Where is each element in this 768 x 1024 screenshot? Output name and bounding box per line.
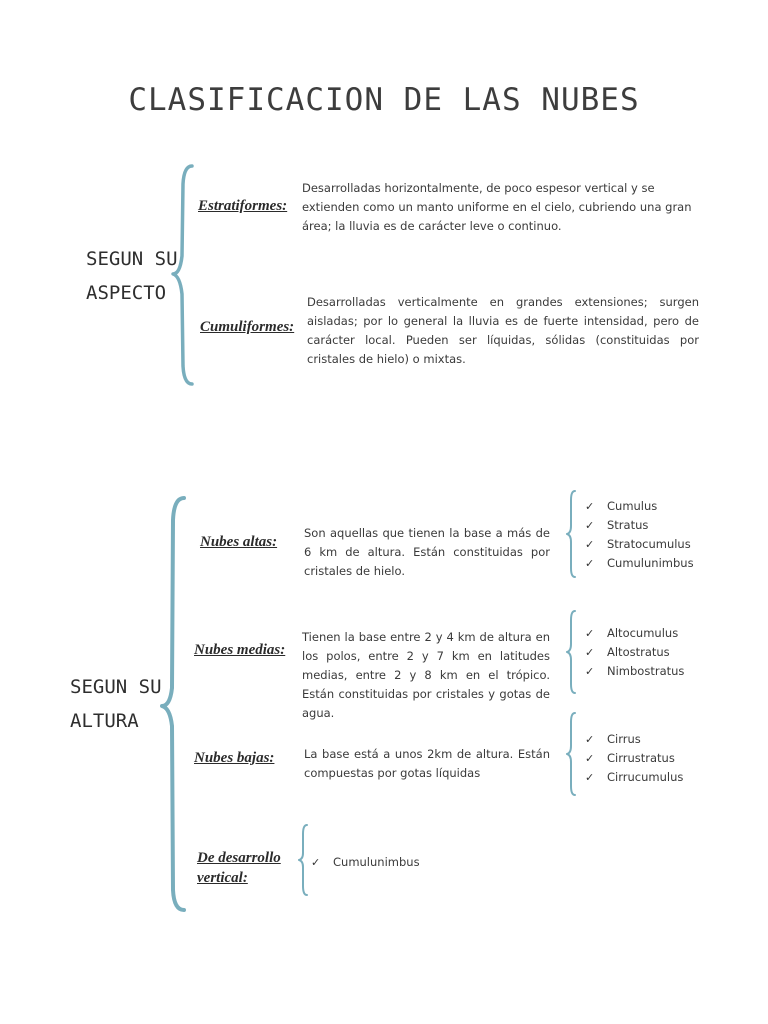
check-icon: ✓ (585, 519, 595, 532)
section-label-aspecto: SEGUN SU ASPECTO (86, 248, 178, 304)
list-nubes-bajas (585, 730, 683, 787)
list-item: ✓ Cumulunimbus (311, 853, 420, 872)
brace-desarrollo-vertical (296, 822, 310, 898)
brace-nubes-bajas (564, 710, 578, 798)
check-icon: ✓ (585, 538, 595, 551)
desc-nubes-bajas: La base está a unos 2km de altura. Están compuestas por gotas líquidas (304, 747, 550, 780)
term-nubes-medias: Nubes medias: (194, 642, 286, 658)
list-item: ✓ Nimbostratus (585, 662, 684, 681)
check-icon: ✓ (585, 500, 595, 513)
section-label-altura: SEGUN SU ALTURA (70, 676, 162, 732)
page-title: CLASIFICACION DE LAS NUBES (128, 82, 640, 118)
check-icon: ✓ (585, 771, 595, 784)
list-nubes-altas (585, 497, 694, 573)
check-icon: ✓ (585, 752, 595, 765)
check-icon: ✓ (585, 665, 595, 678)
list-desarrollo-vertical (311, 853, 420, 872)
check-icon: ✓ (585, 733, 595, 746)
list-item: ✓ Stratus (585, 516, 694, 535)
desc-nubes-medias: Tienen la base entre 2 y 4 km de altura en los polos, entre 2 y 7 km en latitudes medias, entre 2 y 8 km en el trópico. Están constituidas por cristales y gotas de agua. (302, 630, 550, 720)
brace-nubes-medias (564, 608, 578, 696)
list-item: ✓ Cumulus (585, 497, 694, 516)
check-icon: ✓ (585, 627, 595, 640)
desc-nubes-altas: Son aquellas que tienen la base a más de 6 km de altura. Están constituidas por cristales de hielo. (304, 526, 550, 578)
list-item: ✓ Stratocumulus (585, 535, 694, 554)
list-item: ✓ Cirrustratus (585, 749, 683, 768)
check-icon: ✓ (585, 557, 595, 570)
list-item: ✓ Cumulunimbus (585, 554, 694, 573)
term-estratiformes: Estratiformes: (198, 198, 288, 214)
desc-estratiformes: Desarrolladas horizontalmente, de poco espesor vertical y se extienden como un manto uniforme en el cielo, cubriendo una gran área; la lluvia es de carácter leve o continuo. (302, 181, 692, 233)
list-item: ✓ Cirrucumulus (585, 768, 683, 787)
list-item: ✓ Altostratus (585, 643, 684, 662)
check-icon: ✓ (585, 646, 595, 659)
term-cumuliformes: Cumuliformes: (200, 319, 295, 335)
brace-altura (156, 492, 190, 916)
term-desarrollo-vertical: De desarrollo vertical: (197, 850, 281, 886)
term-nubes-bajas: Nubes bajas: (194, 750, 275, 766)
list-item: ✓ Altocumulus (585, 624, 684, 643)
brace-aspecto (168, 160, 198, 392)
desc-cumuliformes: Desarrolladas verticalmente en grandes extensiones; surgen aisladas; por lo general la lluvia es de fuerte intensidad, pero de carácter local. Pueden ser líquidas, sólidas (constituidas por cristales de hielo) o mixtas. (307, 295, 699, 366)
check-icon: ✓ (311, 856, 321, 869)
term-nubes-altas: Nubes altas: (200, 534, 278, 550)
brace-nubes-altas (564, 488, 578, 580)
list-item: ✓ Cirrus (585, 730, 683, 749)
list-nubes-medias (585, 624, 684, 681)
